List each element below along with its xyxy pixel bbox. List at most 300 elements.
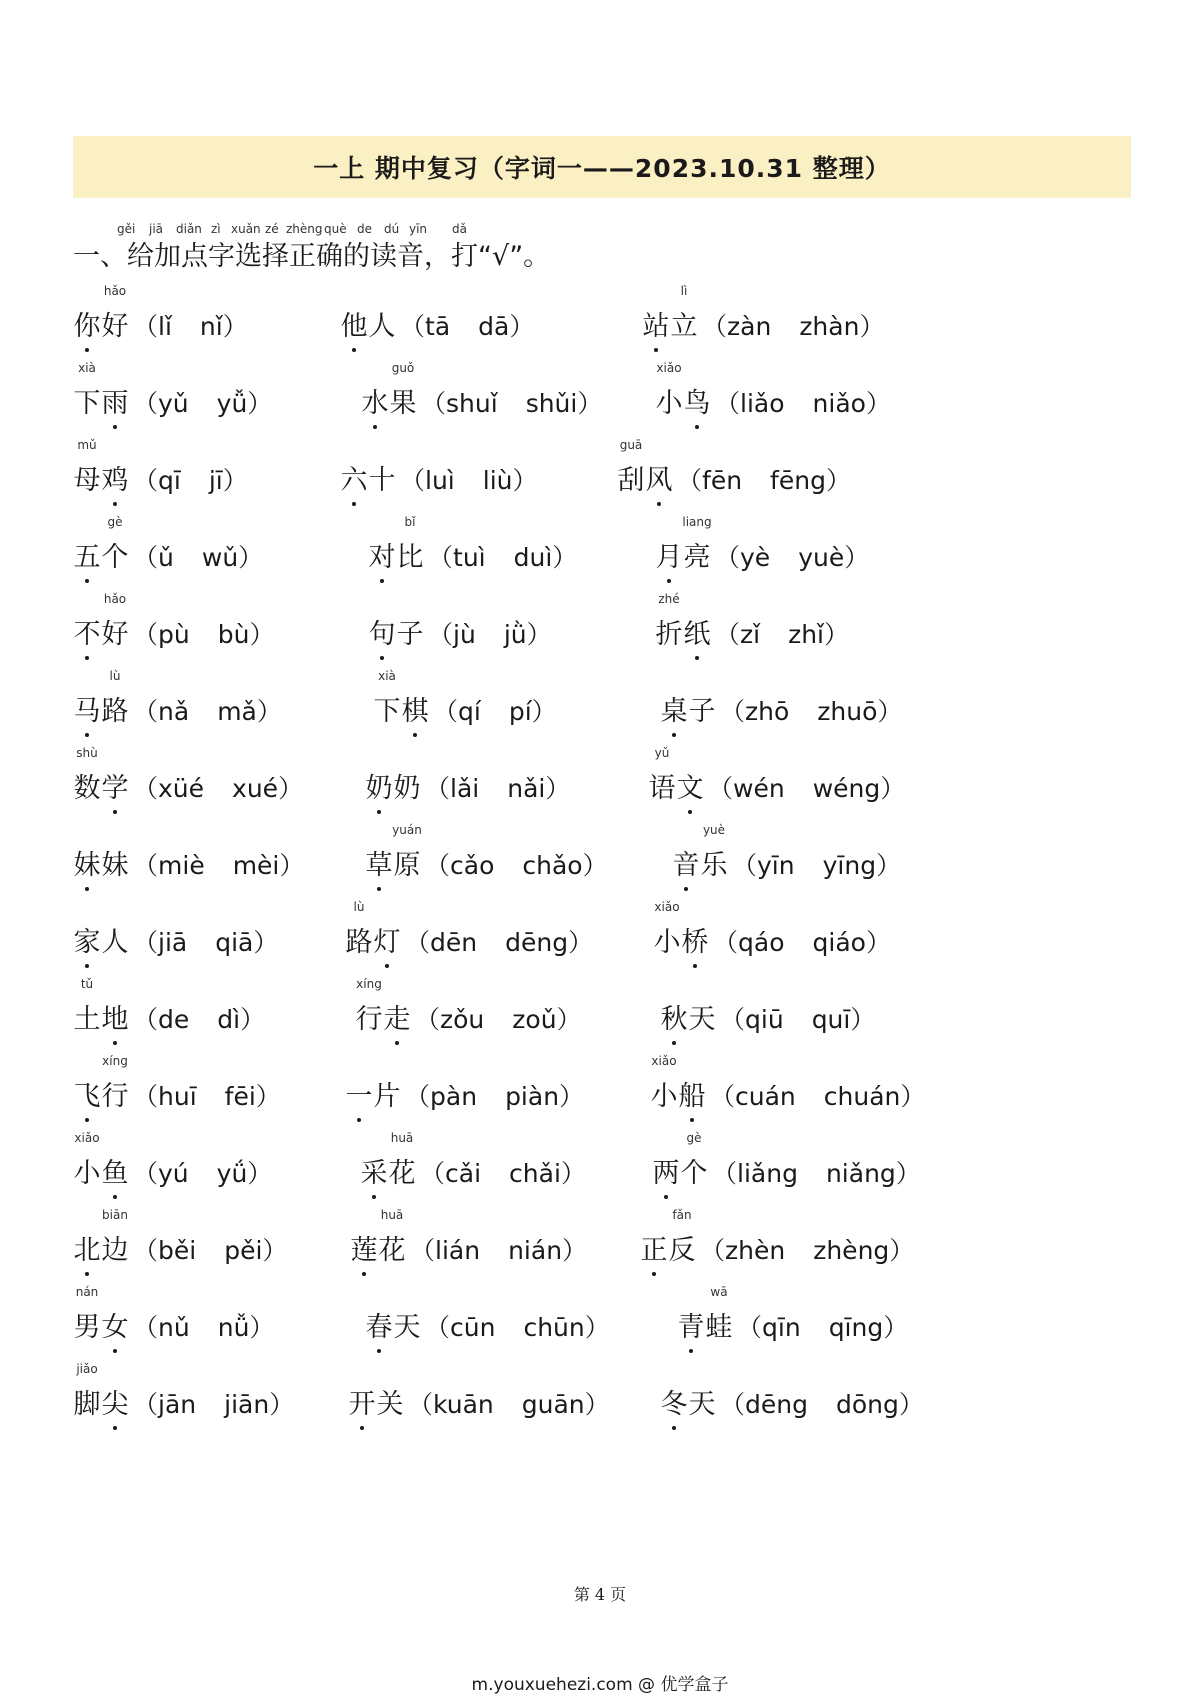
option-b[interactable]: zoǔ xyxy=(512,1005,557,1034)
option-a[interactable]: miè xyxy=(158,851,205,880)
option-b[interactable]: chuán xyxy=(823,1082,901,1111)
option-a[interactable]: zǐ xyxy=(740,620,761,649)
character-pinyin: hǎo xyxy=(103,284,127,298)
instruction-pinyin: xuǎn xyxy=(231,222,261,236)
question-line xyxy=(365,823,608,882)
option-b[interactable]: zhèng xyxy=(813,1236,890,1265)
option-b[interactable]: piàn xyxy=(505,1082,560,1111)
reading-options: （zhō zhuō） xyxy=(720,697,903,726)
question-line xyxy=(365,1305,610,1344)
dotted-character: 不 xyxy=(73,612,101,651)
instruction-pinyin: yīn xyxy=(409,222,428,236)
reading-options: （yǔ yǚ） xyxy=(133,389,273,418)
option-b[interactable]: liù xyxy=(482,466,513,495)
option-a[interactable]: de xyxy=(158,1005,190,1034)
question-line xyxy=(660,997,875,1036)
character: 天 xyxy=(688,1004,716,1035)
character: 原 yuán xyxy=(392,823,422,881)
option-a[interactable]: zàn xyxy=(727,312,772,341)
dotted-character: 棋 xyxy=(401,689,429,728)
site-watermark: m.youxuehezi.com @ 优学盒子 xyxy=(471,1675,729,1695)
instruction-pinyin: jiā xyxy=(149,222,164,236)
option-a[interactable]: jān xyxy=(158,1390,197,1419)
option-b[interactable]: fēng xyxy=(770,466,826,495)
character-pinyin: xiǎo xyxy=(74,1131,100,1145)
question-word xyxy=(350,1208,406,1267)
dotted-character: 站 xyxy=(642,304,670,343)
question-line xyxy=(655,361,891,420)
option-a[interactable]: qī xyxy=(158,466,181,495)
dotted-character: 船 xyxy=(678,1074,706,1113)
title-banner xyxy=(73,136,1131,198)
option-b[interactable]: zhàn xyxy=(799,312,860,341)
reading-options: （qí pí） xyxy=(433,697,557,726)
dotted-character: 走 xyxy=(383,997,411,1036)
question-word xyxy=(348,1382,404,1421)
character: 好 hǎo xyxy=(101,284,129,342)
option-a[interactable]: dēn xyxy=(430,928,478,957)
question-line xyxy=(73,1285,275,1344)
option-b[interactable]: jǜ xyxy=(503,620,527,649)
question-line xyxy=(652,1131,921,1190)
option-b[interactable]: wǔ xyxy=(201,543,239,572)
option-b[interactable]: niǎo xyxy=(812,389,866,418)
option-a[interactable]: huī xyxy=(158,1082,197,1111)
question-line xyxy=(655,515,870,574)
character-pinyin: guǒ xyxy=(391,361,415,375)
option-b[interactable]: nǐ xyxy=(199,312,223,341)
option-b[interactable]: duì xyxy=(513,543,553,572)
question-line xyxy=(655,592,850,651)
option-a[interactable]: dēng xyxy=(745,1390,808,1419)
option-b[interactable]: bù xyxy=(217,620,250,649)
dotted-character: 采 xyxy=(360,1151,388,1190)
instruction-pinyin: dú xyxy=(384,222,400,236)
dotted-character: 马 xyxy=(73,689,101,728)
option-a[interactable]: pàn xyxy=(430,1082,478,1111)
question-word xyxy=(73,1208,129,1267)
character-pinyin: fǎn xyxy=(672,1208,692,1222)
character-pinyin: liang xyxy=(682,515,712,529)
option-b[interactable]: chǎi xyxy=(509,1159,561,1188)
question-word xyxy=(340,458,396,497)
reading-options: （luì liù） xyxy=(400,466,538,495)
option-b[interactable]: dēng xyxy=(505,928,569,957)
question-word xyxy=(640,1208,696,1267)
instruction-pinyin: dǎ xyxy=(452,222,467,236)
option-a[interactable]: zhèn xyxy=(725,1236,786,1265)
option-b[interactable]: yǚ xyxy=(216,389,248,418)
option-a[interactable]: fēn xyxy=(702,466,743,495)
question-word xyxy=(73,1131,129,1190)
question-line xyxy=(73,669,282,728)
reading-options: （jù jǜ） xyxy=(428,620,552,649)
dotted-character: 妹 xyxy=(73,843,101,882)
character: 下 xià xyxy=(73,361,101,419)
question-line xyxy=(73,284,248,343)
reading-options: （pù bù） xyxy=(133,620,275,649)
option-a[interactable]: qáo xyxy=(738,928,785,957)
option-b[interactable]: pí xyxy=(508,697,532,726)
question-line xyxy=(340,304,534,343)
character-pinyin: bǐ xyxy=(404,515,416,529)
character-pinyin: xiǎo xyxy=(651,1054,677,1068)
option-a[interactable]: liǎng xyxy=(737,1159,798,1188)
question-line xyxy=(345,900,594,959)
character: 天 xyxy=(688,1389,716,1420)
option-b[interactable]: quī xyxy=(811,1005,851,1034)
option-a[interactable]: nǔ xyxy=(158,1313,190,1342)
option-a[interactable]: jù xyxy=(453,620,476,649)
option-a[interactable]: wén xyxy=(733,774,785,803)
character: 十 xyxy=(368,465,396,496)
option-b[interactable]: jī xyxy=(208,466,223,495)
character: 片 xyxy=(373,1081,401,1112)
dotted-character: 两 xyxy=(652,1151,680,1190)
option-a[interactable]: cǎi xyxy=(445,1159,482,1188)
character: 边 biān xyxy=(101,1208,129,1266)
reading-options: （jiā qiā） xyxy=(133,928,279,957)
character-pinyin: xíng xyxy=(356,977,382,991)
reading-options: （qáo qiáo） xyxy=(713,928,891,957)
dotted-character: 一 xyxy=(345,1074,373,1113)
option-a[interactable]: luì xyxy=(425,466,455,495)
character-pinyin: xià xyxy=(378,669,396,683)
question-line xyxy=(73,1054,281,1113)
question-word xyxy=(73,1362,129,1421)
option-a[interactable]: xüé xyxy=(158,774,205,803)
instruction-pinyin: gěi xyxy=(117,222,136,236)
question-word xyxy=(365,766,421,805)
reading-options: （pàn piàn） xyxy=(405,1082,585,1111)
instruction-pinyin: de xyxy=(357,222,372,236)
character: 行 xíng xyxy=(355,977,383,1035)
option-b[interactable]: dōng xyxy=(835,1390,899,1419)
option-b[interactable]: zhǐ xyxy=(788,620,825,649)
option-b[interactable]: chūn xyxy=(523,1313,585,1342)
character-pinyin: lì xyxy=(680,284,688,298)
dotted-character: 家 xyxy=(73,920,101,959)
character: 刮 guā xyxy=(617,438,645,496)
reading-options: （kuān guān） xyxy=(408,1390,610,1419)
question-line xyxy=(73,1362,295,1421)
character: 男 nán xyxy=(73,1285,101,1343)
option-a[interactable]: nǎ xyxy=(158,697,190,726)
dotted-character: 桥 xyxy=(681,920,709,959)
question-line xyxy=(73,438,248,497)
question-word xyxy=(340,304,396,343)
character: 子 xyxy=(396,619,424,650)
option-b[interactable]: nǚ xyxy=(217,1313,250,1342)
question-line xyxy=(73,746,304,805)
dotted-character: 鱼 xyxy=(101,1151,129,1190)
reading-options: （de dì） xyxy=(133,1005,266,1034)
option-a[interactable]: yīn xyxy=(757,851,795,880)
option-a[interactable]: cǎo xyxy=(450,851,495,880)
question-line xyxy=(642,284,885,343)
character: 折 zhé xyxy=(655,592,683,650)
question-line xyxy=(73,920,278,959)
character-pinyin: huā xyxy=(380,1208,404,1222)
dotted-character: 你 xyxy=(73,304,101,343)
question-word xyxy=(360,1131,416,1190)
question-word xyxy=(677,1285,733,1344)
reading-options: （cūn chūn） xyxy=(425,1313,610,1342)
reading-options: （dēng dōng） xyxy=(720,1390,924,1419)
character-pinyin: gè xyxy=(107,515,123,529)
character-pinyin: lù xyxy=(109,669,121,683)
option-b[interactable]: xué xyxy=(232,774,279,803)
option-a[interactable]: běi xyxy=(158,1236,197,1265)
option-a[interactable]: yè xyxy=(740,543,771,572)
question-word xyxy=(73,746,129,805)
option-a[interactable]: pù xyxy=(158,620,190,649)
page-number: 第 4 页 xyxy=(573,1585,627,1604)
reading-options: （zǐ zhǐ） xyxy=(715,620,850,649)
option-a[interactable]: cuán xyxy=(735,1082,796,1111)
dotted-character: 地 xyxy=(101,997,129,1036)
reading-options: （zàn zhàn） xyxy=(702,312,885,341)
option-a[interactable]: qiū xyxy=(745,1005,784,1034)
option-b[interactable]: yīng xyxy=(822,851,877,880)
reading-options: （liǎo niǎo） xyxy=(715,389,891,418)
character: 行 xíng xyxy=(101,1054,129,1112)
dotted-character: 春 xyxy=(365,1305,393,1344)
question-line xyxy=(368,612,552,651)
character-pinyin: biān xyxy=(102,1208,128,1222)
dotted-character: 文 xyxy=(676,766,704,805)
reading-options: （nǔ nǚ） xyxy=(133,1313,275,1342)
option-b[interactable]: qiā xyxy=(215,928,254,957)
question-line xyxy=(640,1208,915,1267)
dotted-character: 纸 xyxy=(683,612,711,651)
reading-options: （tuì duì） xyxy=(428,543,578,572)
character: 土 tǔ xyxy=(73,977,101,1035)
character-pinyin: nán xyxy=(75,1285,99,1299)
option-b[interactable]: shǔi xyxy=(525,389,578,418)
question-word xyxy=(642,284,698,343)
question-line xyxy=(355,977,582,1036)
option-b[interactable]: yǘ xyxy=(216,1159,248,1188)
character: 母 mǔ xyxy=(73,438,101,496)
option-b[interactable]: dā xyxy=(478,312,510,341)
reading-options: （liǎng niǎng） xyxy=(712,1159,921,1188)
reading-options: （shuǐ shǔi） xyxy=(421,389,603,418)
dotted-character: 学 xyxy=(101,766,129,805)
question-word xyxy=(660,997,716,1036)
character: 亮 liang xyxy=(682,515,712,573)
option-a[interactable]: liǎo xyxy=(740,389,785,418)
option-a[interactable]: shuǐ xyxy=(446,389,498,418)
character-pinyin: xiǎo xyxy=(656,361,682,375)
instruction-pinyin: diǎn xyxy=(176,222,202,236)
option-a[interactable]: lǎi xyxy=(450,774,480,803)
option-b[interactable]: fēi xyxy=(224,1082,256,1111)
option-a[interactable]: lián xyxy=(435,1236,481,1265)
character: 天 xyxy=(393,1312,421,1343)
character: 脚 jiǎo xyxy=(73,1362,101,1420)
character: 妹 xyxy=(101,850,129,881)
option-b[interactable]: wéng xyxy=(812,774,881,803)
question-line xyxy=(361,361,603,420)
instruction-text: 一、给加点字选择正确的读音，打“√”。 xyxy=(73,241,551,272)
reading-options: （cuán chuán） xyxy=(710,1082,926,1111)
character-pinyin: zhé xyxy=(658,592,680,606)
dotted-character: 草 xyxy=(365,843,393,882)
character-pinyin: mǔ xyxy=(77,438,97,452)
dotted-character: 风 xyxy=(645,458,673,497)
option-a[interactable]: kuān xyxy=(433,1390,494,1419)
character: 立 lì xyxy=(670,284,698,342)
question-word xyxy=(73,920,129,959)
question-line xyxy=(660,1382,924,1421)
question-word xyxy=(652,1131,708,1190)
dotted-character: 五 xyxy=(73,535,101,574)
character-pinyin: yǔ xyxy=(654,746,670,760)
reading-options: （lǐ nǐ） xyxy=(133,312,248,341)
character: 人 xyxy=(101,927,129,958)
dotted-character: 青 xyxy=(677,1305,705,1344)
character-pinyin: gè xyxy=(686,1131,702,1145)
option-b[interactable]: guān xyxy=(521,1390,585,1419)
question-word xyxy=(73,592,129,651)
character: 数 shù xyxy=(73,746,101,804)
character: 反 fǎn xyxy=(668,1208,696,1266)
option-a[interactable]: lǐ xyxy=(158,312,172,341)
character: 个 gè xyxy=(680,1131,708,1189)
dotted-character: 奶 xyxy=(365,766,393,805)
dotted-character: 莲 xyxy=(350,1228,378,1267)
option-a[interactable]: qí xyxy=(458,697,481,726)
reading-options: （wén wéng） xyxy=(708,774,906,803)
option-b[interactable]: yuè xyxy=(798,543,845,572)
option-a[interactable]: ǔ xyxy=(158,543,174,572)
option-b[interactable]: zhuō xyxy=(817,697,878,726)
option-b[interactable]: nián xyxy=(508,1236,563,1265)
question-line xyxy=(365,766,570,805)
character: 个 gè xyxy=(101,515,129,573)
dotted-character: 女 xyxy=(101,1305,129,1344)
question-word xyxy=(73,284,129,343)
dotted-character: 开 xyxy=(348,1382,376,1421)
character-pinyin: xiǎo xyxy=(654,900,680,914)
reading-options: （cǎi chǎi） xyxy=(420,1159,586,1188)
character-pinyin: xíng xyxy=(102,1054,128,1068)
question-line xyxy=(73,1131,273,1190)
option-a[interactable]: yǔ xyxy=(158,389,189,418)
reading-options: （qiū quī） xyxy=(720,1005,876,1034)
character: 乐 yuè xyxy=(700,823,728,881)
option-a[interactable]: tā xyxy=(425,312,451,341)
question-word xyxy=(368,612,424,651)
character: 子 xyxy=(688,696,716,727)
character: 小 xiǎo xyxy=(655,361,683,419)
option-b[interactable]: qiáo xyxy=(812,928,866,957)
option-b[interactable]: nǎi xyxy=(507,774,546,803)
reading-options: （jān jiān） xyxy=(133,1390,295,1419)
dotted-character: 月 xyxy=(655,535,683,574)
dotted-character: 北 xyxy=(73,1228,101,1267)
reading-options: （huī fēi） xyxy=(133,1082,281,1111)
question-word xyxy=(345,900,401,959)
reading-options: （dēn dēng） xyxy=(405,928,594,957)
question-line xyxy=(73,1208,288,1267)
question-line xyxy=(648,746,906,805)
option-a[interactable]: yú xyxy=(158,1159,189,1188)
instruction-pinyin: zé xyxy=(265,222,279,236)
question-word xyxy=(655,592,711,651)
option-b[interactable]: mǎ xyxy=(217,697,257,726)
option-a[interactable]: zǒu xyxy=(440,1005,485,1034)
option-b[interactable]: mèi xyxy=(232,851,280,880)
character: 蛙 wā xyxy=(705,1285,733,1343)
character: 小 xiǎo xyxy=(650,1054,678,1112)
question-word xyxy=(660,1382,716,1421)
reading-options: （lǎi nǎi） xyxy=(425,774,571,803)
character: 奶 xyxy=(393,773,421,804)
reading-options: （qīn qīng） xyxy=(737,1313,909,1342)
dotted-character: 秋 xyxy=(660,997,688,1036)
character-pinyin: lù xyxy=(353,900,365,914)
character-pinyin: yuán xyxy=(392,823,422,837)
character: 好 hǎo xyxy=(101,592,129,650)
reading-options: （zǒu zoǔ） xyxy=(415,1005,582,1034)
dotted-character: 他 xyxy=(340,304,368,343)
option-a[interactable]: zhō xyxy=(745,697,790,726)
question-word xyxy=(617,438,673,497)
option-b[interactable]: chǎo xyxy=(522,851,583,880)
option-b[interactable]: pěi xyxy=(224,1236,263,1265)
question-line xyxy=(73,977,266,1036)
character: 小 xiǎo xyxy=(653,900,681,958)
option-b[interactable]: jiān xyxy=(224,1390,270,1419)
character: 下 xià xyxy=(373,669,401,727)
option-a[interactable]: jiā xyxy=(158,928,188,957)
question-word xyxy=(648,746,704,805)
dotted-character: 正 xyxy=(640,1228,668,1267)
instruction-pinyin: zhèng xyxy=(286,222,323,236)
dotted-character: 对 xyxy=(368,535,396,574)
option-b[interactable]: niǎng xyxy=(825,1159,896,1188)
reading-options: （ǔ wǔ） xyxy=(133,543,264,572)
option-a[interactable]: qīn xyxy=(762,1313,801,1342)
question-line xyxy=(73,592,275,651)
character-pinyin: jiǎo xyxy=(76,1362,98,1376)
option-a[interactable]: cūn xyxy=(450,1313,496,1342)
character-pinyin: xià xyxy=(78,361,96,375)
reading-options: （tā dā） xyxy=(400,312,535,341)
question-word xyxy=(73,1285,129,1344)
question-word xyxy=(660,689,716,728)
question-line xyxy=(672,823,902,882)
question-line xyxy=(350,1208,588,1267)
option-b[interactable]: dì xyxy=(217,1005,241,1034)
character: 比 bǐ xyxy=(396,515,424,573)
question-word xyxy=(73,361,129,420)
reading-options: （cǎo chǎo） xyxy=(425,851,608,880)
dotted-character: 鸡 xyxy=(101,458,129,497)
option-a[interactable]: tuì xyxy=(453,543,486,572)
instruction-pinyin: zì xyxy=(211,222,221,236)
question-word xyxy=(365,1305,421,1344)
dotted-character: 冬 xyxy=(660,1382,688,1421)
option-b[interactable]: qīng xyxy=(828,1313,884,1342)
character-pinyin: yuè xyxy=(702,823,726,837)
question-word xyxy=(368,515,424,574)
dotted-character: 鸟 xyxy=(683,381,711,420)
question-word xyxy=(655,515,712,574)
question-word xyxy=(365,823,422,882)
